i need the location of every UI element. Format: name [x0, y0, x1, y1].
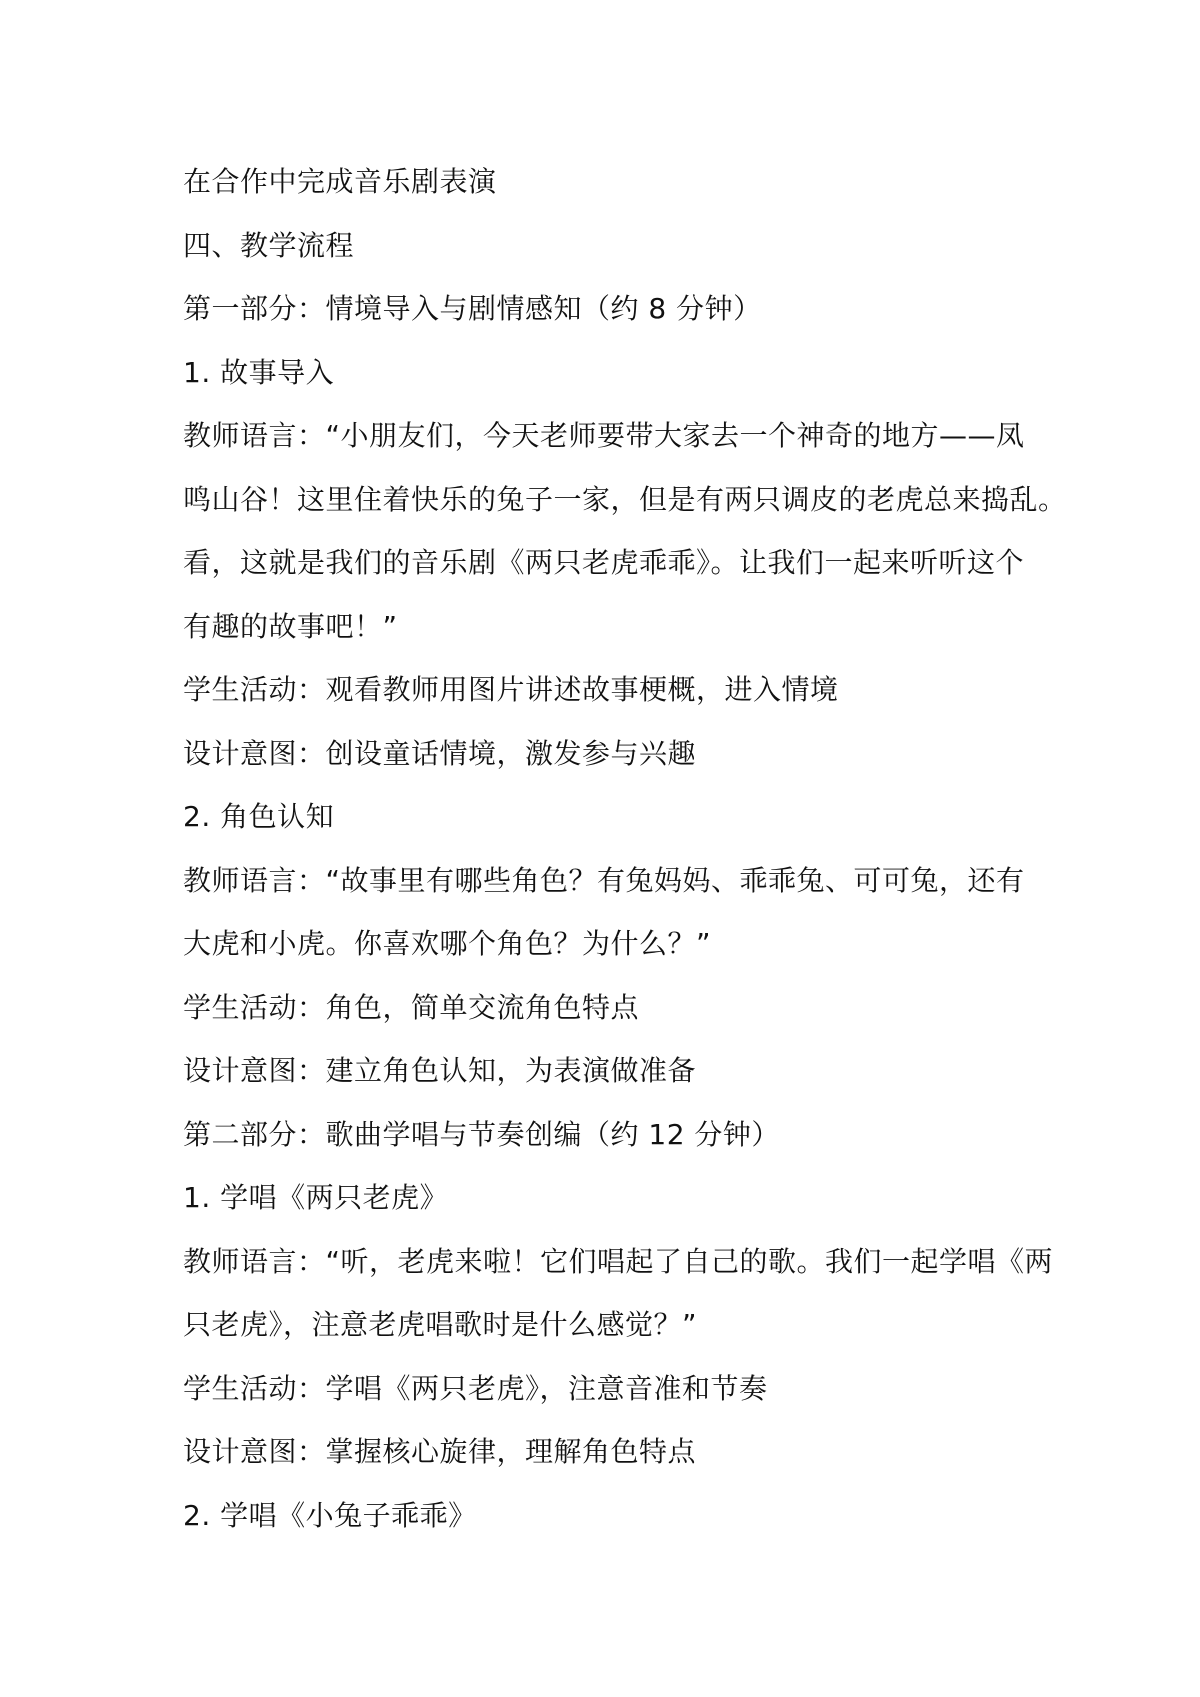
text-line: 学生活动：观看教师用图片讲述故事梗概，进入情境 [183, 673, 839, 706]
text-line: 只老虎》，注意老虎唱歌时是什么感觉？” [183, 1308, 698, 1341]
step-heading: 2. 角色认知 [183, 800, 335, 833]
step-heading: 1. 学唱《两只老虎》 [183, 1181, 449, 1214]
text-line: 学生活动：角色，简单交流角色特点 [183, 990, 640, 1024]
text-line: 设计意图：创设童话情境，激发参与兴趣 [183, 736, 697, 770]
text-line: 鸣山谷！这里住着快乐的兔子一家，但是有两只调皮的老虎总来捣乱。 [183, 482, 1067, 516]
text-line: 设计意图：掌握核心旋律，理解角色特点 [183, 1435, 697, 1468]
document-body [183, 150, 1067, 1547]
text-line: 学生活动：学唱《两只老虎》，注意音准和节奏 [183, 1371, 768, 1405]
text-line: 教师语言：“小朋友们，今天老师要带大家去一个神奇的地方——凤 [183, 419, 1025, 452]
step-heading: 1. 故事导入 [183, 355, 335, 389]
section-heading: 四、教学流程 [183, 228, 355, 262]
text-line: 教师语言：“故事里有哪些角色？有兔妈妈、乖乖兔、可可兔，还有 [183, 863, 1025, 897]
part-heading: 第二部分：歌曲学唱与节奏创编（约 12 分钟） [183, 1117, 780, 1151]
part-heading: 第一部分：情境导入与剧情感知（约 8 分钟） [183, 292, 762, 325]
step-heading: 2. 学唱《小兔子乖乖》 [183, 1498, 477, 1532]
text-line: 看，这就是我们的音乐剧《两只老虎乖乖》。让我们一起来听听这个 [183, 546, 1025, 579]
text-line: 教师语言：“听，老虎来啦！它们唱起了自己的歌。我们一起学唱《两 [183, 1244, 1054, 1278]
text-line: 设计意图：建立角色认知，为表演做准备 [183, 1054, 697, 1087]
text-line: 大虎和小虎。你喜欢哪个角色？为什么？” [183, 927, 712, 960]
text-line: 有趣的故事吧！” [183, 609, 398, 643]
text-line: 在合作中完成音乐剧表演 [183, 165, 497, 198]
